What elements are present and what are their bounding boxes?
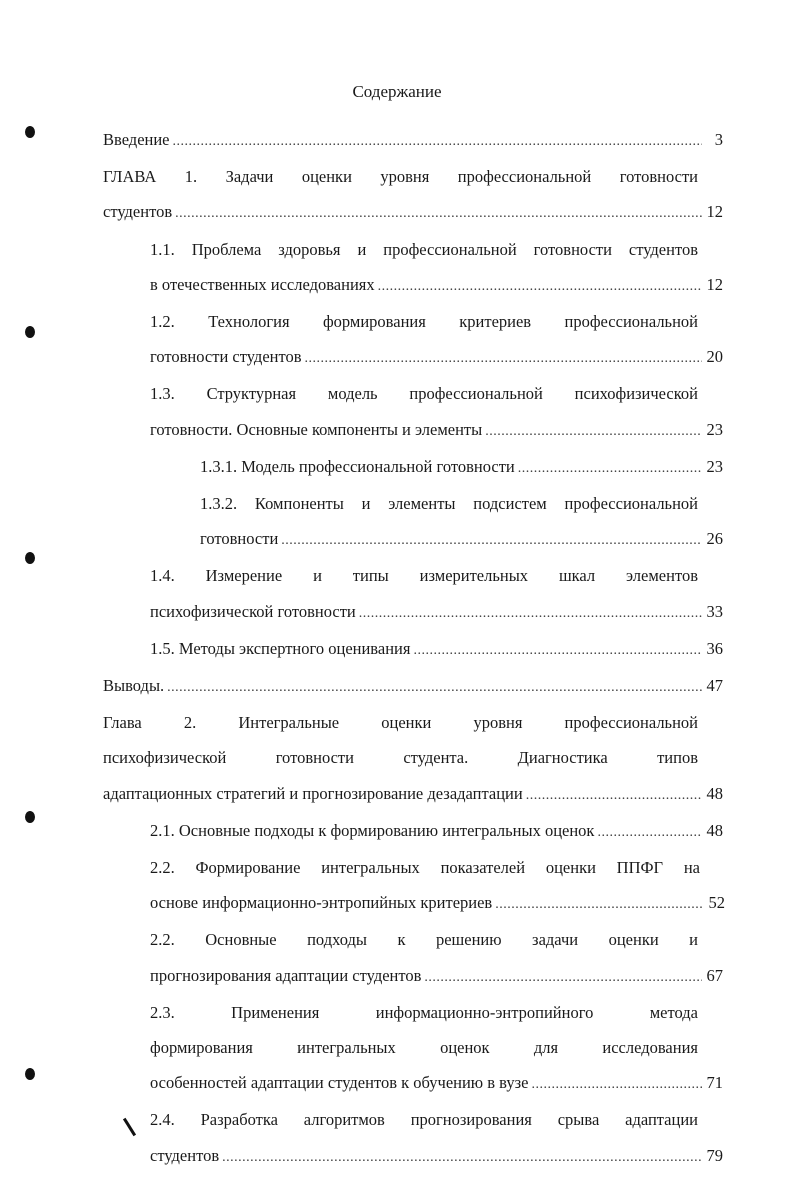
toc-entry-title: Выводы.: [103, 676, 165, 696]
dot-leader: [281, 523, 702, 558]
dot-leader: [597, 815, 702, 850]
toc-entry-last-line: [200, 521, 723, 558]
toc-entry-last-line: [150, 412, 723, 449]
toc-entry-line: 1.2. Технология формирования критериев профессиональной: [150, 312, 698, 332]
binder-hole-mark: [25, 1068, 35, 1080]
toc-entry-last-line: [150, 958, 723, 995]
toc-entry: [150, 631, 723, 668]
toc-entry-title: готовности. Основные компоненты и элементы: [150, 419, 483, 439]
toc-entry-line: 1.1. Проблема здоровья и профессиональной готовности студентов: [150, 239, 698, 259]
binder-hole-mark: [25, 811, 35, 823]
toc-entry-last-line: [103, 776, 723, 813]
page-number: 48: [706, 820, 723, 840]
toc-entry-line: психофизической готовности студента. Диагностика типов: [103, 748, 698, 768]
toc-entry-last-line: [103, 194, 723, 231]
page-number: 48: [706, 783, 723, 803]
toc-entry-line: Глава 2. Интегральные оценки уровня профессиональной: [103, 713, 698, 733]
binder-hole-mark: [25, 326, 35, 338]
toc-entry-line: 2.4. Разработка алгоритмов прогнозирования срыва адаптации: [150, 1110, 698, 1130]
page-title: Содержание: [352, 82, 442, 101]
toc-entry: [150, 850, 725, 922]
dot-leader: [485, 414, 702, 449]
dot-leader: [532, 1067, 703, 1102]
dot-leader: [424, 960, 702, 995]
toc-entry-title: психофизической готовности: [150, 601, 356, 621]
toc-entry-title: студентов: [103, 202, 173, 222]
page-number: 52: [708, 893, 725, 913]
toc-entry-last-line: [150, 1138, 723, 1175]
toc-entry-line: ГЛАВА 1. Задачи оценки уровня профессиональной готовности: [103, 167, 698, 187]
toc-entry-line: 2.3. Применения информационно-энтропийного метода: [150, 1002, 698, 1022]
page-number: 23: [706, 456, 723, 476]
page-number: 12: [706, 202, 723, 222]
toc-entry: [103, 705, 723, 813]
page-number: 12: [706, 274, 723, 294]
page-number: 47: [706, 676, 723, 696]
page-number: 3: [714, 130, 723, 149]
toc-entry-line: 1.4. Измерение и типы измерительных шкал элементов: [150, 566, 698, 586]
table-of-contents: [0, 122, 794, 1175]
toc-entry: [103, 668, 723, 705]
toc-entry-title: 1.3.1. Модель профессиональной готовности: [200, 456, 515, 476]
toc-entry-last-line: [150, 594, 723, 631]
toc-entry: [150, 995, 723, 1103]
toc-entry-title: прогнозирования адаптации студентов: [150, 965, 422, 985]
page-number: 71: [706, 1073, 723, 1093]
toc-entry-title: адаптационных стратегий и прогнозирование дезадаптации: [103, 783, 523, 803]
dot-leader: [526, 778, 702, 813]
page-number: 26: [706, 529, 723, 549]
page-number: 79: [706, 1145, 723, 1165]
toc-entry-last-line: [103, 122, 723, 159]
page-number: 23: [706, 419, 723, 439]
toc-entry: [150, 1102, 723, 1174]
toc-entry-last-line: [150, 339, 723, 376]
page-number: 36: [706, 638, 723, 658]
toc-entry-line: 1.3. Структурная модель профессиональной психофизической: [150, 384, 698, 404]
toc-entry-title: основе информационно-энтропийных критериев: [150, 893, 493, 913]
toc-entry-line: 2.2. Формирование интегральных показателей оценки ППФГ на: [150, 858, 700, 878]
toc-entry: [150, 558, 723, 630]
dot-leader: [413, 633, 702, 668]
binder-hole-mark: [25, 126, 35, 138]
toc-entry: [103, 159, 723, 231]
toc-entry-title: 1.5. Методы экспертного оценивания: [150, 638, 411, 658]
toc-entry: [150, 304, 723, 376]
dot-leader: [518, 451, 702, 486]
toc-entry: [200, 486, 723, 558]
dot-leader: [167, 670, 702, 705]
toc-entry: [150, 922, 723, 994]
toc-entry-title: в отечественных исследованиях: [150, 274, 375, 294]
dot-leader: [495, 887, 704, 922]
toc-entry-title: 2.1. Основные подходы к формированию интегральных оценок: [150, 820, 595, 840]
dot-leader: [173, 124, 702, 159]
toc-entry-title: готовности студентов: [150, 347, 302, 367]
dot-leader: [359, 596, 702, 631]
dot-leader: [175, 196, 702, 231]
toc-entry-last-line: [150, 813, 723, 850]
toc-entry: [150, 376, 723, 448]
toc-entry-last-line: [150, 267, 723, 304]
toc-entry-line: формирования интегральных оценок для исследования: [150, 1038, 698, 1058]
toc-entry: [200, 449, 723, 486]
toc-entry-last-line: [150, 885, 725, 922]
toc-entry: [103, 122, 723, 159]
binder-hole-mark: [25, 552, 35, 564]
toc-entry: [150, 232, 723, 304]
dot-leader: [222, 1140, 702, 1175]
toc-entry-title: студентов: [150, 1145, 220, 1165]
toc-entry: [150, 813, 723, 850]
toc-entry-title: особенностей адаптации студентов к обучению в вузе: [150, 1073, 529, 1093]
page-number: 67: [706, 965, 723, 985]
dot-leader: [378, 269, 702, 304]
toc-entry-title: готовности: [200, 529, 279, 549]
toc-entry-last-line: [103, 668, 723, 705]
toc-entry-line: 1.3.2. Компоненты и элементы подсистем профессиональной: [200, 494, 698, 514]
toc-entry-title: Введение: [103, 130, 170, 149]
toc-entry-last-line: [200, 449, 723, 486]
page-number: 33: [706, 601, 723, 621]
toc-entry-line: 2.2. Основные подходы к решению задачи оценки и: [150, 930, 698, 950]
toc-entry-last-line: [150, 631, 723, 668]
page-number: 20: [706, 347, 723, 367]
toc-entry-last-line: [150, 1065, 723, 1102]
dot-leader: [305, 341, 702, 376]
